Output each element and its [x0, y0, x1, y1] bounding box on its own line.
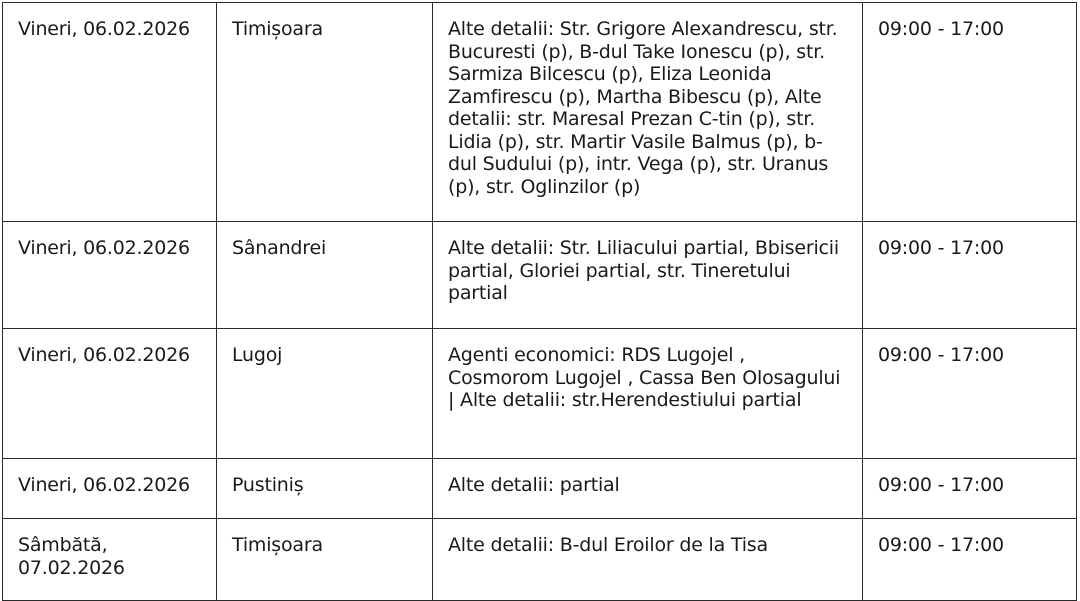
hours-cell: 09:00 - 17:00	[863, 519, 1077, 601]
details-cell: Alte detalii: B-dul Eroilor de la Tisa	[433, 519, 863, 601]
date-cell: Vineri, 06.02.2026	[3, 459, 217, 519]
details-cell: Alte detalii: Str. Liliacului partial, Bbisericii partial, Gloriei partial, str. Tineretului partial	[433, 222, 863, 329]
location-cell: Timișoara	[217, 3, 433, 222]
hours-cell: 09:00 - 17:00	[863, 459, 1077, 519]
details-cell: Agenti economici: RDS Lugojel , Cosmorom Lugojel , Cassa Ben Olosagului | Alte detalii: str.Herendestiului partial	[433, 329, 863, 459]
outage-schedule-table	[2, 2, 1077, 601]
hours-cell: 09:00 - 17:00	[863, 329, 1077, 459]
table-row	[3, 329, 1077, 459]
table-row	[3, 519, 1077, 601]
location-cell: Sânandrei	[217, 222, 433, 329]
location-cell: Timișoara	[217, 519, 433, 601]
date-cell: Vineri, 06.02.2026	[3, 222, 217, 329]
location-cell: Lugoj	[217, 329, 433, 459]
location-cell: Pustiniș	[217, 459, 433, 519]
date-cell: Vineri, 06.02.2026	[3, 329, 217, 459]
table-row	[3, 222, 1077, 329]
details-cell: Alte detalii: partial	[433, 459, 863, 519]
date-cell: Vineri, 06.02.2026	[3, 3, 217, 222]
table-row	[3, 3, 1077, 222]
hours-cell: 09:00 - 17:00	[863, 222, 1077, 329]
hours-cell: 09:00 - 17:00	[863, 3, 1077, 222]
table-row	[3, 459, 1077, 519]
details-cell: Alte detalii: Str. Grigore Alexandrescu, str. Bucuresti (p), B-dul Take Ionescu (p), str. Sarmiza Bilcescu (p), Eliza Leonida Zamfirescu (p), Martha Bibescu (p), Alte detalii: str. Maresal Prezan C-tin (p), str. Lidia (p), str. Martir Vasile Balmus (p), b-dul Sudului (p), intr. Vega (p), str. Uranus (p), str. Oglinzilor (p)	[433, 3, 863, 222]
date-cell: Sâmbătă, 07.02.2026	[3, 519, 217, 601]
